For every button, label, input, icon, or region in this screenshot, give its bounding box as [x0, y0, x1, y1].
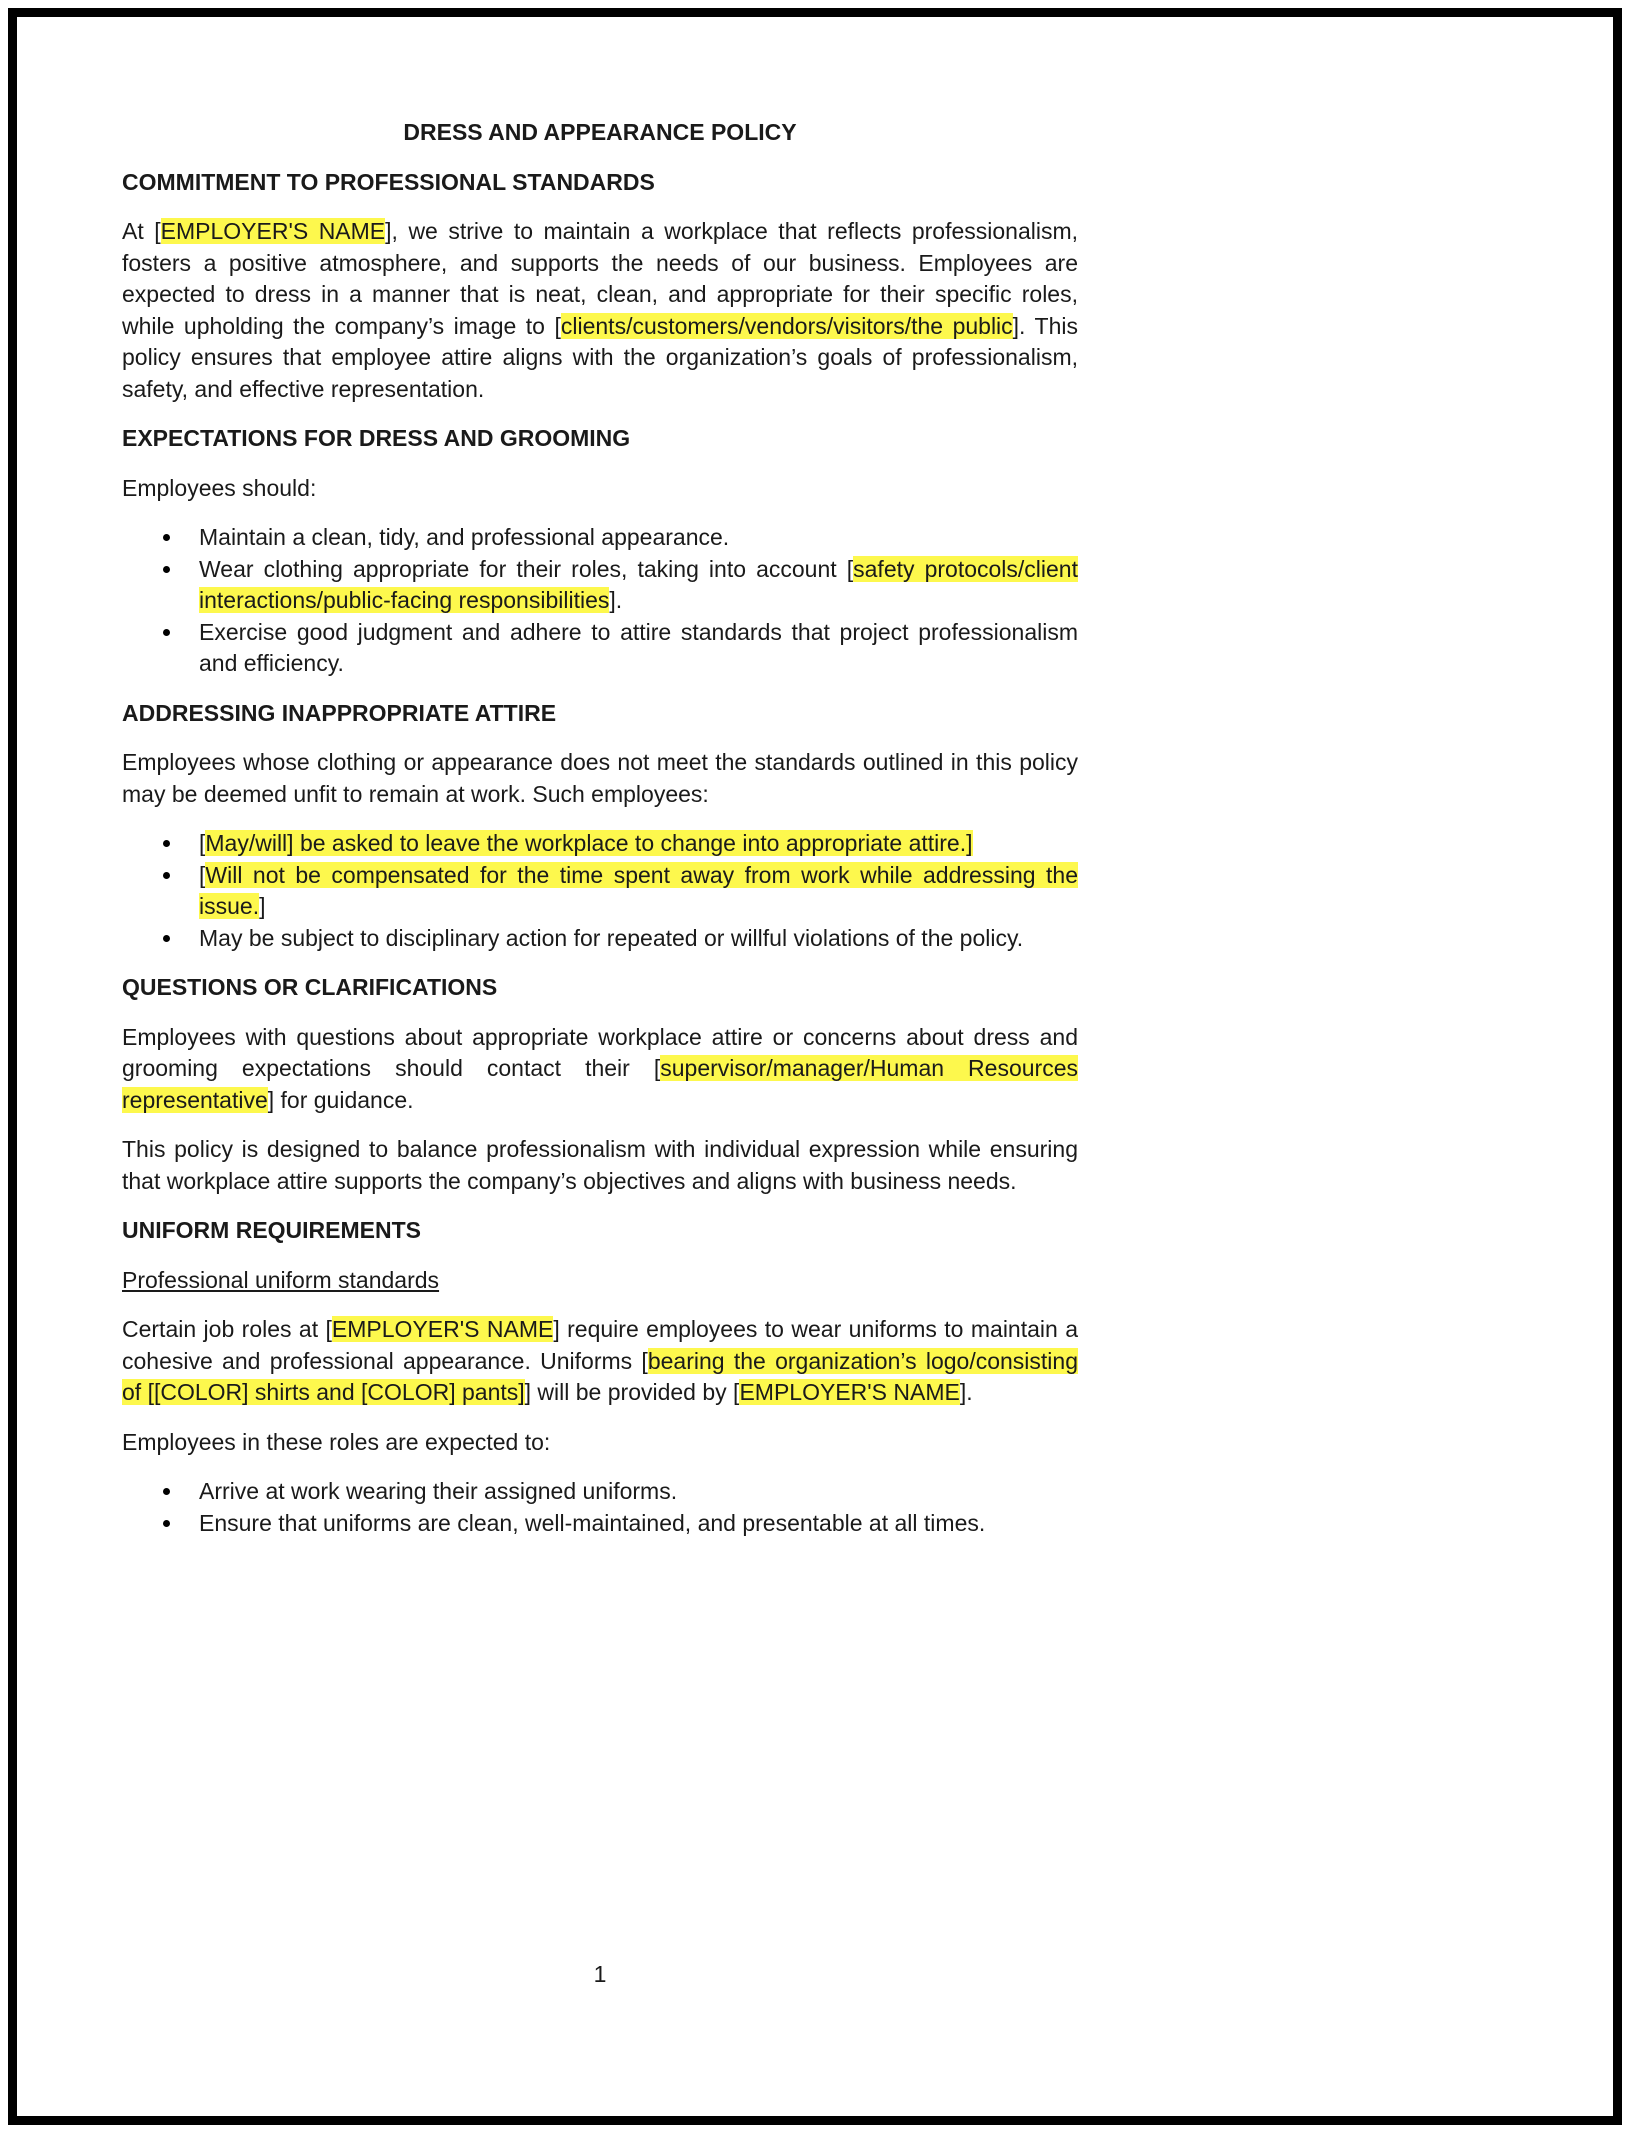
text-run: ] will be provided by [	[524, 1379, 740, 1405]
bullet-item	[199, 522, 1078, 554]
document-page	[8, 8, 1622, 2125]
highlighted-placeholder: Will not be compensated for the time spent away from work while addressing the issue.	[199, 861, 1078, 919]
text-run: Wear clothing appropriate for their roles, taking into account [	[199, 555, 854, 582]
subheading-professional-uniform-standards: Professional uniform standards	[122, 1266, 440, 1293]
text-run: This policy is designed to balance professionalism with individual expression while ensuring that workplace attire supports the company’s objectives and aligns with business needs.	[122, 1136, 1078, 1194]
section-heading-questions: QUESTIONS OR CLARIFICATIONS	[122, 974, 498, 1000]
text-run: ], we strive to maintain a workplace that reflects professionalism, fosters a positive atmosphere, and supports the needs of our business. Employees are expected to dress in a manner that is neat, clean, and appropriate for their specific roles, while upholding the company’s image to [	[122, 218, 1078, 339]
paragraph-commitment-intro	[122, 216, 1078, 405]
text-run: Employees with questions about appropriate workplace attire or concerns about dress and grooming expectations should contact their [	[122, 1023, 1078, 1081]
text-run: ]. This policy ensures that employee attire aligns with the organization’s goals of professionalism, safety, and effective representation.	[122, 312, 1078, 402]
section-heading-inappropriate-attire: ADDRESSING INAPPROPRIATE ATTIRE	[122, 699, 557, 726]
inappropriate-bullet-list	[122, 828, 1078, 954]
text-run: ].	[959, 1379, 973, 1405]
expectations-bullet-list	[122, 522, 1078, 680]
section-heading-commitment: COMMITMENT TO PROFESSIONAL STANDARDS	[122, 168, 655, 195]
uniform-bullet-list	[122, 1476, 1078, 1539]
highlighted-placeholder: bearing the organization’s logo/consisting of [[COLOR] shirts and [COLOR] pants]	[122, 1347, 1079, 1405]
section-heading-uniform: UNIFORM REQUIREMENTS	[122, 1217, 421, 1243]
paragraph-uniform-intro	[122, 1314, 1078, 1409]
highlighted-placeholder: May/will] be asked to leave the workplace to change into appropriate attire.]	[205, 830, 973, 856]
text-run: ]	[259, 893, 266, 919]
section-heading-expectations: EXPECTATIONS FOR DRESS AND GROOMING	[122, 425, 631, 451]
text-run: Arrive at work wearing their assigned uniforms.	[199, 1478, 678, 1504]
bullet-item	[199, 554, 1078, 617]
paragraph-policy-balance	[122, 1134, 1078, 1197]
bullet-item	[199, 860, 1078, 923]
highlighted-placeholder: supervisor/manager/Human Resources representative	[122, 1055, 1078, 1113]
highlighted-placeholder: safety protocols/client interactions/public-facing responsibilities	[199, 555, 1078, 613]
bullet-item	[199, 1476, 1078, 1508]
text-run: Maintain a clean, tidy, and professional appearance.	[199, 524, 730, 550]
text-run: [	[199, 830, 206, 856]
paragraph-expectations-lead: Employees should:	[122, 474, 317, 501]
text-run: Exercise good judgment and adhere to attire standards that project professionalism and efficiency.	[199, 618, 1078, 676]
paragraph-questions-contact	[122, 1022, 1078, 1117]
highlighted-placeholder: clients/customers/vendors/visitors/the public	[560, 312, 1013, 339]
bullet-item	[199, 617, 1078, 680]
text-run: Ensure that uniforms are clean, well-maintained, and presentable at all times.	[199, 1509, 986, 1536]
text-run: Employees whose clothing or appearance does not meet the standards outlined in this policy may be deemed unfit to remain at work. Such employees:	[122, 749, 1078, 807]
bullet-item	[199, 923, 1078, 955]
text-run: ].	[609, 587, 623, 613]
text-run: ] for guidance.	[267, 1086, 414, 1113]
document-body	[122, 117, 1078, 1557]
highlighted-placeholder: EMPLOYER'S NAME	[331, 1316, 554, 1342]
text-run: At [	[122, 218, 161, 244]
text-run: Certain job roles at [	[122, 1316, 332, 1342]
text-run: ] require employees to wear uniforms to maintain a cohesive and professional appearance. Uniforms [	[122, 1316, 1079, 1374]
paragraph-inappropriate-lead	[122, 747, 1078, 810]
highlighted-placeholder: EMPLOYER'S NAME	[739, 1379, 960, 1405]
page-number: 1	[593, 1961, 607, 1987]
bullet-item	[199, 1508, 1078, 1540]
text-run: May be subject to disciplinary action for repeated or willful violations of the policy.	[199, 924, 1024, 951]
highlighted-placeholder: EMPLOYER'S NAME	[160, 218, 386, 244]
bullet-item	[199, 828, 1078, 860]
paragraph-uniform-lead: Employees in these roles are expected to:	[122, 1428, 551, 1455]
text-run: [	[199, 861, 206, 888]
document-title: DRESS AND APPEARANCE POLICY	[403, 119, 797, 145]
